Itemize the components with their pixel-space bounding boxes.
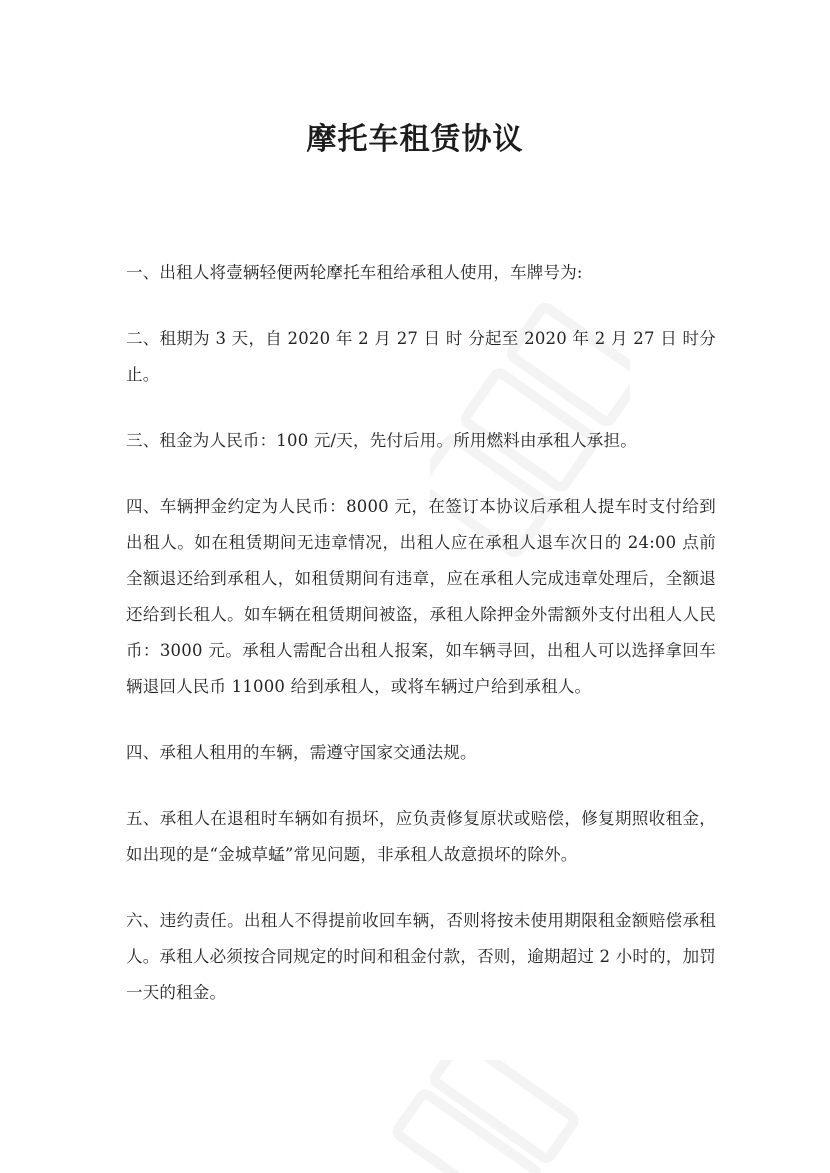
watermark-logo-bottom: [380, 1060, 600, 1173]
clause-5: 五、承租人在退租时车辆如有损坏，应负责修复原状或赔偿，修复期照收租金，如出现的是“金城草蜢”常见问题，非承租人故意损坏的除外。: [126, 809, 716, 864]
clause-4: 四、车辆押金约定为人民币：8000 元，在签订本协议后承租人提车时支付给到出租人。如在租赁期间无违章情况，出租人应在承租人退车次日的 24:00 点前全额退还给到承租人，如租赁期间有违章，应在承租人完成违章处理后，全额退还给到长租人。如车辆在租赁期间被盗，承租人除押金外需额外支付出租人人民币：3000 元。承租人需配合出租人报案，如车辆寻回，出租人可以选择拿回车辆退回人民币 11000 给到承租人，或将车辆过户给到承租人。: [126, 497, 716, 696]
document-body: [126, 255, 716, 1041]
clause-3: 三、租金为人民币：100 元/天，先付后用。所用燃料由承租人承担。: [126, 431, 637, 450]
document-title: 摩托车租赁协议: [306, 122, 524, 157]
clause-4b: 四、承租人租用的车辆，需遵守国家交通法规。: [126, 743, 477, 762]
clause-2: 二、租期为 3 天，自 2020 年 2 月 27 日 时 分起至 2020 年 2 月 27 日 时分止。: [126, 329, 716, 384]
clause-1: 一、出租人将壹辆轻便两轮摩托车租给承租人使用，车牌号为:: [126, 263, 583, 282]
clause-6: 六、违约责任。出租人不得提前收回车辆，否则将按未使用期限租金额赔偿承租人。承租人必须按合同规定的时间和租金付款，否则，逾期超过 2 小时的，加罚一天的租金。: [126, 911, 716, 1002]
